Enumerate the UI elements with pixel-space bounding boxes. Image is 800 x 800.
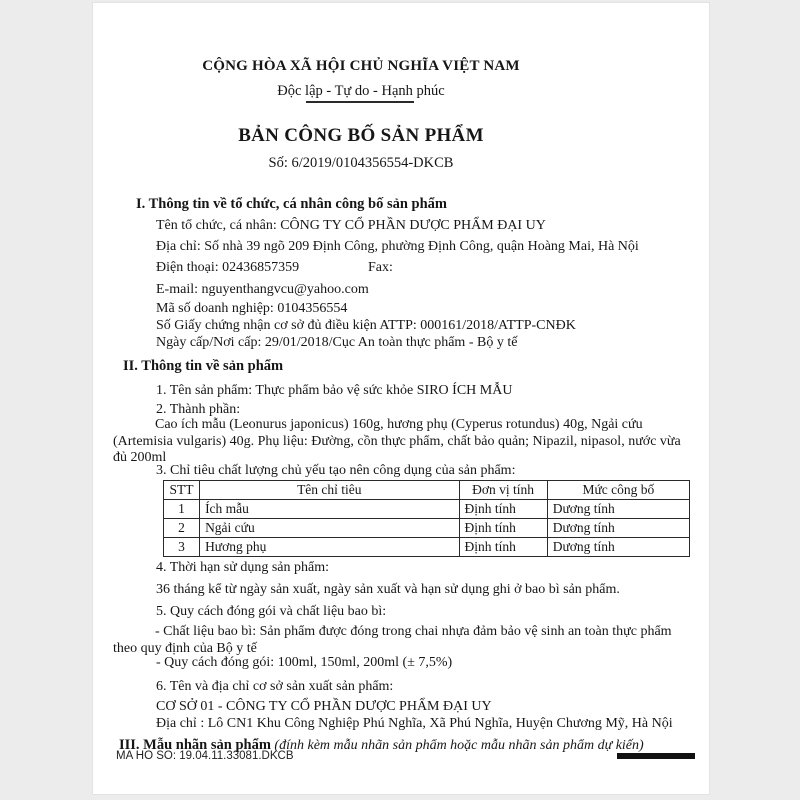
section-3-heading-bold: III. Mẫu nhãn sản phẩm — [119, 737, 271, 753]
table-cell-unit: Định tính — [459, 538, 547, 557]
table-header-unit: Đơn vị tính — [459, 481, 547, 500]
motto-block — [121, 83, 601, 100]
document-title-block — [121, 125, 601, 147]
document-number-block — [121, 155, 601, 172]
manufacturer-name-line: CƠ SỞ 01 - CÔNG TY CỔ PHẦN DƯỢC PHẨM ĐẠI UY — [156, 699, 492, 714]
table-header-name: Tên chỉ tiêu — [200, 481, 459, 500]
org-name-line: Tên tổ chức, cá nhân: CÔNG TY CỔ PHẦN DƯỢC PHẨM ĐẠI UY — [156, 218, 546, 233]
table-cell-stt: 3 — [164, 538, 200, 557]
document-title: BẢN CÔNG BỐ SẢN PHẨM — [238, 125, 484, 146]
table-header-level: Mức công bố — [547, 481, 689, 500]
packaging-material-line: - Chất liệu bao bì: Sản phẩm được đóng trong chai nhựa đảm bảo vệ sinh an toàn thực phẩm theo quy định của Bộ y tế — [113, 624, 672, 656]
table-cell-name: Hương phụ — [200, 538, 459, 557]
table-cell-unit: Định tính — [459, 500, 547, 519]
section-3-note-italic: (đính kèm mẫu nhãn sản phẩm hoặc mẫu nhãn sản phẩm dự kiến) — [270, 738, 644, 753]
shelf-life-text: 36 tháng kể từ ngày sản xuất, ngày sản xuất và hạn sử dụng ghi ở bao bì sản phẩm. — [156, 582, 620, 597]
packaging-sizes-line: - Quy cách đóng gói: 100ml, 150ml, 200ml (± 7,5%) — [156, 655, 453, 670]
table-header-stt: STT — [164, 481, 200, 500]
table-cell-stt: 2 — [164, 519, 200, 538]
section-1-heading: I. Thông tin về tổ chức, cá nhân công bố sản phẩm — [136, 196, 447, 212]
manufacturer-address-line: Địa chỉ : Lô CN1 Khu Công Nghiệp Phú Nghĩa, Xã Phú Nghĩa, Huyện Chương Mỹ, Hà Nội — [156, 716, 673, 731]
motto-underline — [306, 101, 414, 103]
quality-criteria-heading: 3. Chỉ tiêu chất lượng chủ yếu tạo nên công dụng của sản phẩm: — [156, 463, 516, 478]
national-header — [121, 58, 601, 75]
org-address-line: Địa chỉ: Số nhà 39 ngõ 209 Định Công, phường Định Công, quận Hoàng Mai, Hà Nội — [156, 239, 639, 254]
criteria-table — [163, 480, 690, 557]
table-cell-stt: 1 — [164, 500, 200, 519]
product-name-line: 1. Tên sản phẩm: Thực phẩm bảo vệ sức khỏe SIRO ÍCH MẪU — [156, 383, 513, 398]
file-code-footer: MA HO SO: 19.04.11.33081.DKCB — [116, 750, 294, 762]
table-cell-name: Ích mẫu — [200, 500, 459, 519]
table-row — [164, 500, 690, 519]
packaging-heading: 5. Quy cách đóng gói và chất liệu bao bì: — [156, 604, 387, 619]
fax-label: Fax: — [368, 260, 393, 275]
ingredients-paragraph: Cao ích mẫu (Leonurus japonicus) 160g, hương phụ (Cyperus rotundus) 40g, Ngải cứu (Artemisia vulgaris) 40g. Phụ liệu: Đường, cồn thực phẩm, chất bảo quản; Nipazil, nipasol, nước vừa đủ 200ml — [113, 417, 681, 465]
national-title: CỘNG HÒA XÃ HỘI CHỦ NGHĨA VIỆT NAM — [202, 58, 520, 74]
motto: Độc lập - Tự do - Hạnh phúc — [277, 83, 445, 99]
document-page — [92, 2, 710, 795]
business-id-line: Mã số doanh nghiệp: 0104356554 — [156, 301, 348, 316]
ingredients-heading: 2. Thành phần: — [156, 402, 241, 417]
phone-line: Điện thoại: 02436857359 — [156, 260, 300, 275]
table-row — [164, 519, 690, 538]
table-cell-unit: Định tính — [459, 519, 547, 538]
table-cell-name: Ngải cứu — [200, 519, 459, 538]
section-2-heading: II. Thông tin về sản phẩm — [123, 358, 284, 374]
shelf-life-heading: 4. Thời hạn sử dụng sản phẩm: — [156, 560, 329, 575]
table-header-row — [164, 481, 690, 500]
table-cell-level: Dương tính — [547, 538, 689, 557]
issue-date-line: Ngày cấp/Nơi cấp: 29/01/2018/Cục An toàn thực phẩm - Bộ y tế — [156, 335, 518, 350]
document-number: Số: 6/2019/0104356554-DKCB — [268, 155, 454, 171]
table-cell-level: Dương tính — [547, 500, 689, 519]
signature-redaction-bar — [617, 753, 695, 759]
attp-cert-line: Số Giấy chứng nhận cơ sở đủ điều kiện ATTP: 000161/2018/ATTP-CNĐK — [156, 318, 576, 333]
email-line: E-mail: nguyenthangvcu@yahoo.com — [156, 282, 369, 297]
manufacturer-heading: 6. Tên và địa chỉ cơ sở sản xuất sản phẩm: — [156, 679, 394, 694]
table-row — [164, 538, 690, 557]
table-cell-level: Dương tính — [547, 519, 689, 538]
